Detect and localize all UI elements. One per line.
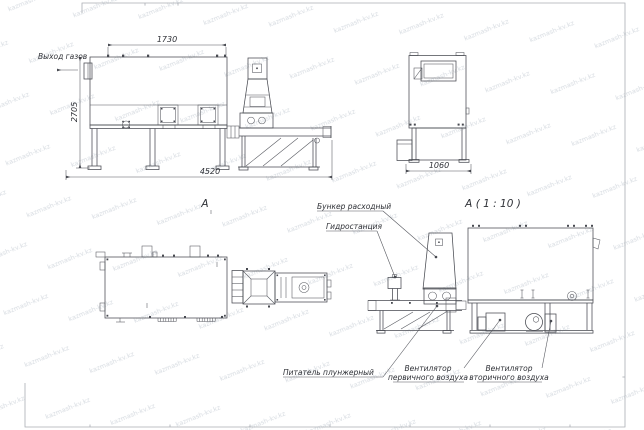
svg-text:Гидростанция: Гидростанция bbox=[326, 222, 383, 231]
svg-text:Вентилятор: Вентилятор bbox=[404, 364, 452, 373]
svg-text:4520: 4520 bbox=[199, 167, 221, 176]
section-view-label: А ( 1 : 10 ) bbox=[465, 198, 521, 210]
gas-outlet-label: Выход газов bbox=[38, 52, 88, 61]
svg-text:Бункер расходный: Бункер расходный bbox=[317, 202, 392, 211]
svg-text:1060: 1060 bbox=[428, 161, 450, 170]
plan-view-label: А bbox=[201, 198, 209, 210]
svg-text:1730: 1730 bbox=[156, 35, 178, 44]
svg-text:Питатель плунжерный: Питатель плунжерный bbox=[283, 368, 374, 377]
svg-text:Вентилятор: Вентилятор bbox=[485, 364, 533, 373]
svg-text:первичного воздуха: первичного воздуха bbox=[387, 373, 469, 382]
svg-text:2705: 2705 bbox=[70, 101, 79, 123]
svg-text:вторичного воздуха: вторичного воздуха bbox=[469, 373, 549, 382]
